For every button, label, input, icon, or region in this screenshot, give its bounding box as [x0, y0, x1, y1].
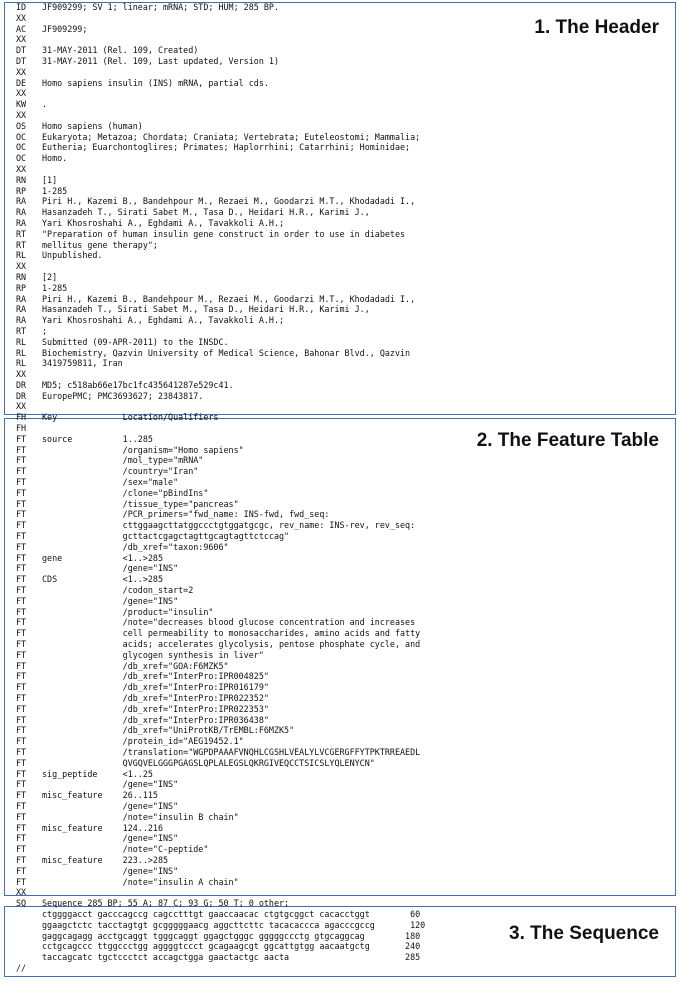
line-code: FT	[16, 714, 27, 725]
line-code: FT	[16, 736, 27, 747]
line-code: FT	[16, 639, 27, 650]
line-code: FT	[16, 541, 27, 552]
line-content: /country="Iran"	[42, 466, 199, 477]
line-code: FT	[16, 520, 27, 531]
line-code: XX	[16, 163, 27, 174]
record-line	[0, 391, 680, 402]
line-code: SQ	[16, 898, 27, 909]
line-code: OS	[16, 120, 27, 131]
line-content: /PCR_primers="fwd_name: INS-fwd, fwd_seq:	[42, 509, 330, 520]
line-content: taccagcatc tgctccctct accagctgga gaactactgc aacta 285	[42, 952, 421, 963]
record-line	[0, 196, 680, 207]
line-content: 1-285	[42, 185, 68, 196]
line-content: 1-285	[42, 282, 68, 293]
record-line	[0, 348, 680, 359]
record-line	[0, 13, 680, 24]
record-line	[0, 898, 680, 909]
record-line	[0, 531, 680, 542]
record-line	[0, 45, 680, 56]
record-line	[0, 337, 680, 348]
record-line	[0, 88, 680, 99]
line-content: /mol_type="mRNA"	[42, 455, 204, 466]
line-code: RT	[16, 239, 27, 250]
record-line	[0, 628, 680, 639]
line-code: RP	[16, 185, 27, 196]
record-line	[0, 963, 680, 974]
line-content: /codon_start=2	[42, 585, 194, 596]
record-line	[0, 855, 680, 866]
line-content: QVGQVELGGGPGAGSLQPLALEGSLQKRGIVEQCCTSICSLYQLENYCN"	[42, 757, 375, 768]
record-line	[0, 801, 680, 812]
line-content: ggaagctctc tacctagtgt gcgggggaacg aggcttcttc tacacaccca agacccgccg 120	[42, 919, 426, 930]
record-line	[0, 132, 680, 143]
record-line	[0, 218, 680, 229]
line-code: FH	[16, 423, 27, 434]
line-code: FT	[16, 682, 27, 693]
record-line	[0, 563, 680, 574]
record-line	[0, 671, 680, 682]
record-line	[0, 520, 680, 531]
line-content: /db_xref="InterPro:IPR022352"	[42, 693, 269, 703]
record-line	[0, 434, 680, 445]
line-content: misc_feature 26..115	[42, 790, 158, 801]
line-content: /note="insulin A chain"	[42, 876, 239, 887]
line-content: Eutheria; Euarchontoglires; Primates; Haplorrhini; Catarrhini; Hominidae;	[42, 142, 411, 153]
line-content: gcttactcgagctagttgcagtagttctccag"	[42, 531, 290, 542]
line-code: FT	[16, 746, 27, 757]
line-content: misc_feature 124..216	[42, 822, 164, 833]
line-code: FT	[16, 617, 27, 628]
line-content: CDS <1..>285	[42, 574, 164, 585]
record-line	[0, 693, 680, 704]
line-code: OC	[16, 131, 27, 142]
line-code: AC	[16, 23, 27, 34]
line-code: FT	[16, 779, 27, 790]
record-line	[0, 477, 680, 488]
line-code: OC	[16, 142, 27, 153]
line-code: FT	[16, 703, 27, 714]
line-content: [1]	[42, 174, 58, 185]
record-line	[0, 650, 680, 661]
line-content: /note="C-peptide"	[42, 844, 209, 855]
record-line	[0, 99, 680, 110]
line-content: cttggaagcttatggccctgtggatgcgc, rev_name: INS-rev, rev_seq:	[42, 520, 416, 531]
line-content: /db_xref="InterPro:IPR036438"	[42, 714, 269, 725]
record-line	[0, 747, 680, 758]
line-content: EuropePMC; PMC3693627; 23843817.	[42, 390, 204, 401]
record-line	[0, 229, 680, 240]
line-content: gene <1..>285	[42, 552, 164, 563]
line-content: misc_feature 223..>285	[42, 854, 169, 865]
record-line	[0, 736, 680, 747]
line-code: FT	[16, 790, 27, 801]
record-line	[0, 240, 680, 251]
record-line	[0, 607, 680, 618]
line-code: RL	[16, 358, 27, 369]
line-content: Sequence 285 BP; 55 A; 87 C; 93 G; 50 T; 0 other;	[42, 898, 290, 909]
line-code: FT	[16, 822, 27, 833]
record-line	[0, 283, 680, 294]
line-content: glycogen synthesis in liver"	[42, 649, 264, 660]
line-code: FT	[16, 865, 27, 876]
line-content: 31-MAY-2011 (Rel. 109, Last updated, Version 1)	[42, 55, 279, 66]
record-line	[0, 877, 680, 888]
line-code: RN	[16, 174, 27, 185]
line-code: FT	[16, 552, 27, 563]
line-code: RL	[16, 347, 27, 358]
line-code: DR	[16, 390, 27, 401]
line-code: FT	[16, 725, 27, 736]
line-code: DR	[16, 379, 27, 390]
line-code: FT	[16, 574, 27, 585]
line-code: XX	[16, 88, 27, 99]
line-content: /sex="male"	[42, 477, 179, 488]
feature-table-section-label: 2. The Feature Table	[476, 430, 659, 451]
record-line	[0, 175, 680, 186]
record-line	[0, 401, 680, 412]
line-code: OC	[16, 153, 27, 164]
record-line	[0, 24, 680, 35]
record-line	[0, 121, 680, 132]
line-code: RA	[16, 304, 27, 315]
line-content: [2]	[42, 271, 58, 282]
record-line	[0, 272, 680, 283]
line-code: XX	[16, 887, 27, 898]
record-line	[0, 823, 680, 834]
record-line	[0, 34, 680, 45]
line-content: /gene="INS"	[42, 833, 179, 844]
record-line	[0, 358, 680, 369]
line-content: /protein_id="AEG19452.1"	[42, 736, 244, 747]
line-code: FT	[16, 628, 27, 639]
record-line	[0, 585, 680, 596]
line-content: cctgcagccc ttggccctgg aggggtccct gcagaagcgt ggcattgtgg aacaatgctg 240	[42, 941, 421, 952]
record-line	[0, 639, 680, 650]
line-code: FT	[16, 455, 27, 466]
line-content: /gene="INS"	[42, 595, 179, 606]
record-line	[0, 682, 680, 693]
line-content: mellitus gene therapy";	[42, 239, 158, 250]
record-line	[0, 304, 680, 315]
record-line	[0, 941, 680, 952]
record-line	[0, 455, 680, 466]
line-code: FH	[16, 412, 27, 423]
line-content: 31-MAY-2011 (Rel. 109, Created)	[42, 45, 199, 56]
record-line	[0, 887, 680, 898]
line-content: /db_xref="GOA:F6MZK5"	[42, 660, 229, 671]
record-line	[0, 596, 680, 607]
line-content: .	[42, 99, 48, 110]
record-line	[0, 423, 680, 434]
line-content: /note="decreases blood glucose concentration and increases	[42, 617, 416, 628]
line-code: FT	[16, 660, 27, 671]
line-code: XX	[16, 12, 27, 23]
record-line	[0, 142, 680, 153]
line-code: XX	[16, 109, 27, 120]
line-content: /organism="Homo sapiens"	[42, 444, 244, 455]
line-code: RN	[16, 271, 27, 282]
line-content: Homo sapiens (human)	[42, 120, 143, 131]
record-line	[0, 779, 680, 790]
record-line	[0, 812, 680, 823]
record-line	[0, 866, 680, 877]
header-section-label: 1. The Header	[534, 17, 659, 38]
line-code: RA	[16, 315, 27, 326]
line-content: JF909299; SV 1; linear; mRNA; STD; HUM; 285 BP.	[42, 2, 279, 12]
record-line	[0, 294, 680, 305]
line-content: cell permeability to monosaccharides, amino acids and fatty	[42, 628, 421, 639]
line-code: FT	[16, 509, 27, 520]
record-line	[0, 704, 680, 715]
line-content: acids; accelerates glycolysis, pentose phosphate cycle, and	[42, 639, 421, 650]
line-code: XX	[16, 261, 27, 272]
record-line	[0, 920, 680, 931]
record-line	[0, 758, 680, 769]
line-content: /translation="WGPDPAAAFVNQHLCGSHLVEALYLVCGERGFFYTPKTRREAEDL	[42, 746, 421, 757]
line-content: "Preparation of human insulin gene construct in order to use in diabetes	[42, 228, 406, 239]
line-code: FT	[16, 768, 27, 779]
line-code: FT	[16, 444, 27, 455]
record-line	[0, 931, 680, 942]
line-content: Hasanzadeh T., Sirati Sabet M., Tasa D., Heidari H.R., Karimi J.,	[42, 207, 370, 218]
line-code: FT	[16, 498, 27, 509]
line-code: XX	[16, 34, 27, 45]
line-content: /product="insulin"	[42, 606, 214, 617]
line-content: Yari Khosroshahi A., Eghdami A., Tavakkoli A.H.;	[42, 217, 285, 228]
line-code: XX	[16, 369, 27, 380]
record-line	[0, 909, 680, 920]
line-content: Biochemistry, Qazvin University of Medical Science, Bahonar Blvd., Qazvin	[42, 347, 411, 358]
line-code: FT	[16, 466, 27, 477]
record-line	[0, 261, 680, 272]
line-code: RT	[16, 228, 27, 239]
line-code: FT	[16, 585, 27, 596]
record-line	[0, 369, 680, 380]
line-code: FT	[16, 800, 27, 811]
record-line	[0, 725, 680, 736]
record-line	[0, 488, 680, 499]
record-line	[0, 153, 680, 164]
line-content: Homo sapiens insulin (INS) mRNA, partial cds.	[42, 77, 269, 88]
line-content: /db_xref="InterPro:IPR022353"	[42, 703, 269, 714]
record-line	[0, 844, 680, 855]
record-line	[0, 445, 680, 456]
line-code: RL	[16, 336, 27, 347]
record-line	[0, 574, 680, 585]
line-code: RA	[16, 293, 27, 304]
line-content: /db_xref="UniProtKB/TrEMBL:F6MZK5"	[42, 725, 295, 736]
record-line	[0, 661, 680, 672]
line-content: ;	[42, 325, 48, 336]
line-content: /gene="INS"	[42, 563, 179, 574]
line-content: MD5; c518ab66e17bc1fc435641287e529c41.	[42, 379, 234, 390]
record-line	[0, 315, 680, 326]
record-line	[0, 466, 680, 477]
record-line	[0, 553, 680, 564]
line-code: FT	[16, 531, 27, 542]
line-code: DT	[16, 55, 27, 66]
record-line	[0, 617, 680, 628]
record-line	[0, 412, 680, 423]
line-code: FT	[16, 477, 27, 488]
record-line	[0, 67, 680, 78]
line-content: /note="insulin B chain"	[42, 811, 239, 822]
line-code: //	[16, 962, 27, 973]
record-line	[0, 110, 680, 121]
line-code: FT	[16, 649, 27, 660]
line-content: ctggggacct gacccagccg cagcctttgt gaaccaacac ctgtgcggct cacacctggt 60	[42, 908, 421, 919]
line-code: RP	[16, 282, 27, 293]
line-content: /clone="pBindIns"	[42, 487, 209, 498]
line-content: Eukaryota; Metazoa; Chordata; Craniata; Vertebrata; Euteleostomi; Mammalia;	[42, 131, 421, 142]
line-code: KW	[16, 99, 27, 110]
line-content: Unpublished.	[42, 250, 103, 261]
record-line	[0, 769, 680, 780]
line-content: /gene="INS"	[42, 865, 179, 876]
line-content: Key Location/Qualifiers	[42, 412, 219, 423]
sequence-section-label: 3. The Sequence	[509, 923, 659, 944]
line-content: /tissue_type="pancreas"	[42, 498, 239, 509]
record-line	[0, 78, 680, 89]
record-line	[0, 952, 680, 963]
line-code: FT	[16, 671, 27, 682]
line-code: RA	[16, 217, 27, 228]
line-code: XX	[16, 401, 27, 412]
record-line	[0, 250, 680, 261]
line-content: JF909299;	[42, 23, 88, 34]
record-line	[0, 56, 680, 67]
record-line	[0, 509, 680, 520]
line-code: FT	[16, 854, 27, 865]
line-content: Hasanzadeh T., Sirati Sabet M., Tasa D., Heidari H.R., Karimi J.,	[42, 304, 370, 315]
line-code: FT	[16, 693, 27, 703]
record-line	[0, 186, 680, 197]
line-code: FT	[16, 563, 27, 574]
record-line	[0, 2, 680, 13]
line-content: /gene="INS"	[42, 800, 179, 811]
line-code: FT	[16, 595, 27, 606]
record-line	[0, 380, 680, 391]
line-code: RA	[16, 207, 27, 218]
line-code: FT	[16, 833, 27, 844]
line-code: DE	[16, 77, 27, 88]
line-code: FT	[16, 844, 27, 855]
line-content: 3419759811, Iran	[42, 358, 123, 369]
line-code: FT	[16, 487, 27, 498]
line-code: FT	[16, 876, 27, 887]
line-content: gaggcagagg acctgcaggt tgggcaggt ggagctgggc gggggccctg gtgcaggcag 180	[42, 930, 421, 941]
line-code: FT	[16, 757, 27, 768]
line-content: Yari Khosroshahi A., Eghdami A., Tavakkoli A.H.;	[42, 315, 285, 326]
line-content: /db_xref="InterPro:IPR004825"	[42, 671, 269, 682]
line-code: ID	[16, 2, 27, 12]
line-content: Piri H., Kazemi B., Bandehpour M., Rezaei M., Goodarzi M.T., Khodadadi I.,	[42, 196, 416, 207]
record-line	[0, 207, 680, 218]
record-line	[0, 326, 680, 337]
line-content: source 1..285	[42, 433, 153, 444]
line-code: RT	[16, 325, 27, 336]
line-content: Piri H., Kazemi B., Bandehpour M., Rezaei M., Goodarzi M.T., Khodadadi I.,	[42, 293, 416, 304]
line-content: Homo.	[42, 153, 68, 164]
record-line	[0, 499, 680, 510]
line-code: FT	[16, 811, 27, 822]
record-line	[0, 715, 680, 726]
embl-record-lines	[0, 2, 680, 974]
record-line	[0, 833, 680, 844]
line-code: RA	[16, 196, 27, 207]
line-content: sig_peptide <1..25	[42, 768, 153, 779]
record-line	[0, 164, 680, 175]
line-code: FT	[16, 433, 27, 444]
line-code: XX	[16, 66, 27, 77]
record-line	[0, 542, 680, 553]
line-content: /db_xref="taxon:9606"	[42, 541, 229, 552]
line-content: /db_xref="InterPro:IPR016179"	[42, 682, 269, 693]
line-content: /gene="INS"	[42, 779, 179, 790]
line-content: Submitted (09-APR-2011) to the INSDC.	[42, 336, 229, 347]
line-code: DT	[16, 45, 27, 56]
line-code: RL	[16, 250, 27, 261]
line-code: FT	[16, 606, 27, 617]
record-line	[0, 790, 680, 801]
